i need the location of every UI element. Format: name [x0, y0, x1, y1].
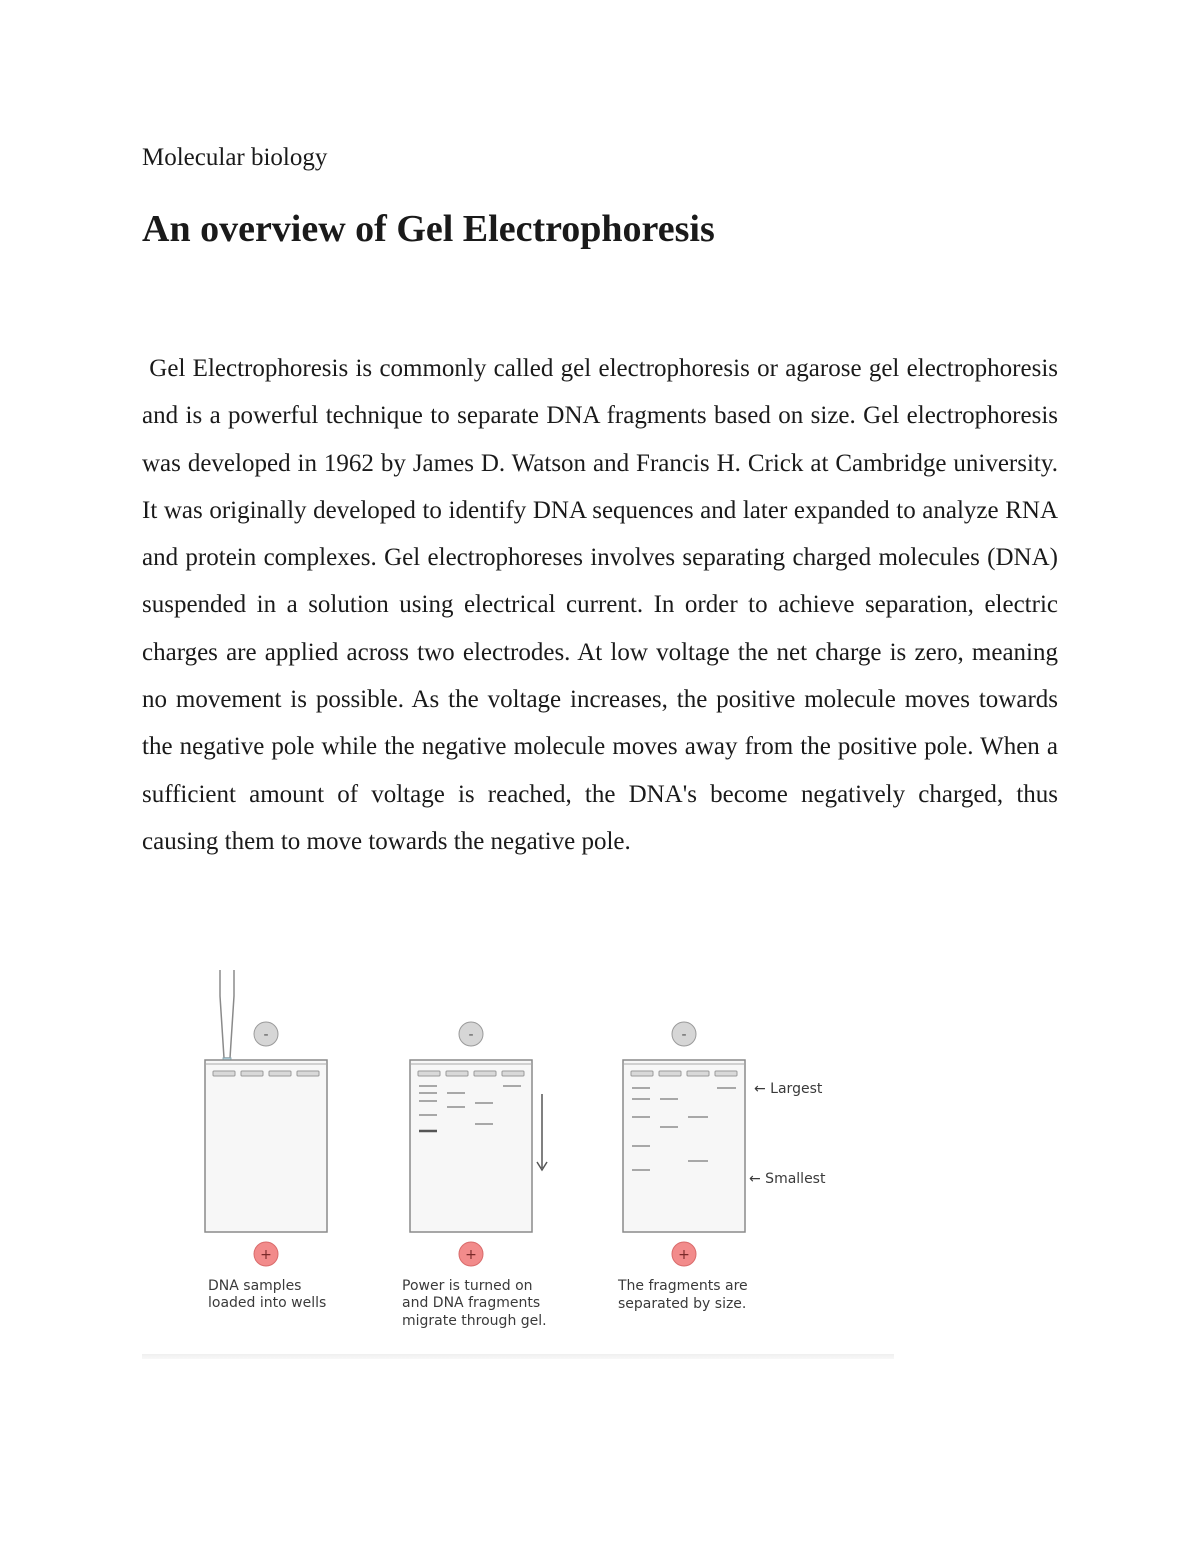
gel-well — [418, 1071, 440, 1076]
positive-electrode-icon — [459, 1242, 483, 1266]
gel-well — [631, 1071, 653, 1076]
negative-symbol: - — [263, 1027, 269, 1043]
gel-well — [297, 1071, 319, 1076]
panel-caption: The fragments are separated by size. — [618, 1278, 748, 1312]
gel-well — [269, 1071, 291, 1076]
figure-svg — [142, 962, 894, 1358]
migration-arrow-icon — [537, 1094, 547, 1170]
gel-slab — [205, 1060, 327, 1232]
body-paragraph: Gel Electrophoresis is commonly called gel electrophoresis or agarose gel electrophoresis and is a powerful technique to separate DNA fragments based on size. Gel electrophoresis was developed in 1962 by James D. Watson and Francis H. Crick at Cambridge university. It was originally developed to identify DNA sequences and later expanded to analyze RNA and protein complexes. Gel electrophoreses involves separating charged molecules (DNA) suspended in a solution using electrical current. In order to achieve separation, electric charges are applied across two electrodes. At low voltage the net charge is zero, meaning no movement is possible. As the voltage increases, the positive molecule moves towards the negative pole while the negative molecule moves away from the positive pole. When a sufficient amount of voltage is reached, the DNA's become negatively charged, thus causing them to move towards the negative pole. — [142, 355, 1065, 855]
gel-well — [502, 1071, 524, 1076]
document-title: An overview of Gel Electrophoresis — [142, 208, 715, 250]
positive-symbol: + — [260, 1247, 272, 1263]
negative-symbol: - — [468, 1027, 474, 1043]
gel-well — [687, 1071, 709, 1076]
positive-electrode-icon — [672, 1242, 696, 1266]
negative-electrode-icon — [459, 1022, 483, 1046]
panel-migration — [402, 1022, 547, 1329]
panel-loading — [205, 970, 327, 1311]
gel-well — [213, 1071, 235, 1076]
gel-well — [474, 1071, 496, 1076]
gel-well — [446, 1071, 468, 1076]
positive-symbol: + — [678, 1247, 690, 1263]
smallest-label: ← Smallest — [749, 1171, 826, 1187]
pipette-icon — [220, 970, 234, 1072]
panel-caption: Power is turned on and DNA fragments migrate through gel. — [402, 1278, 547, 1329]
gel-well — [715, 1071, 737, 1076]
gel-electrophoresis-figure — [142, 962, 894, 1358]
gel-well — [241, 1071, 263, 1076]
gel-well — [659, 1071, 681, 1076]
negative-electrode-icon — [672, 1022, 696, 1046]
positive-electrode-icon — [254, 1242, 278, 1266]
panel-separated — [617, 1022, 826, 1312]
negative-symbol: - — [681, 1027, 687, 1043]
largest-label: ← Largest — [754, 1081, 823, 1097]
document-subject: Molecular biology — [142, 144, 328, 171]
positive-symbol: + — [465, 1247, 477, 1263]
panel-caption: DNA samples loaded into wells — [208, 1278, 327, 1311]
figure-bottom-edge — [142, 1354, 894, 1359]
negative-electrode-icon — [254, 1022, 278, 1046]
